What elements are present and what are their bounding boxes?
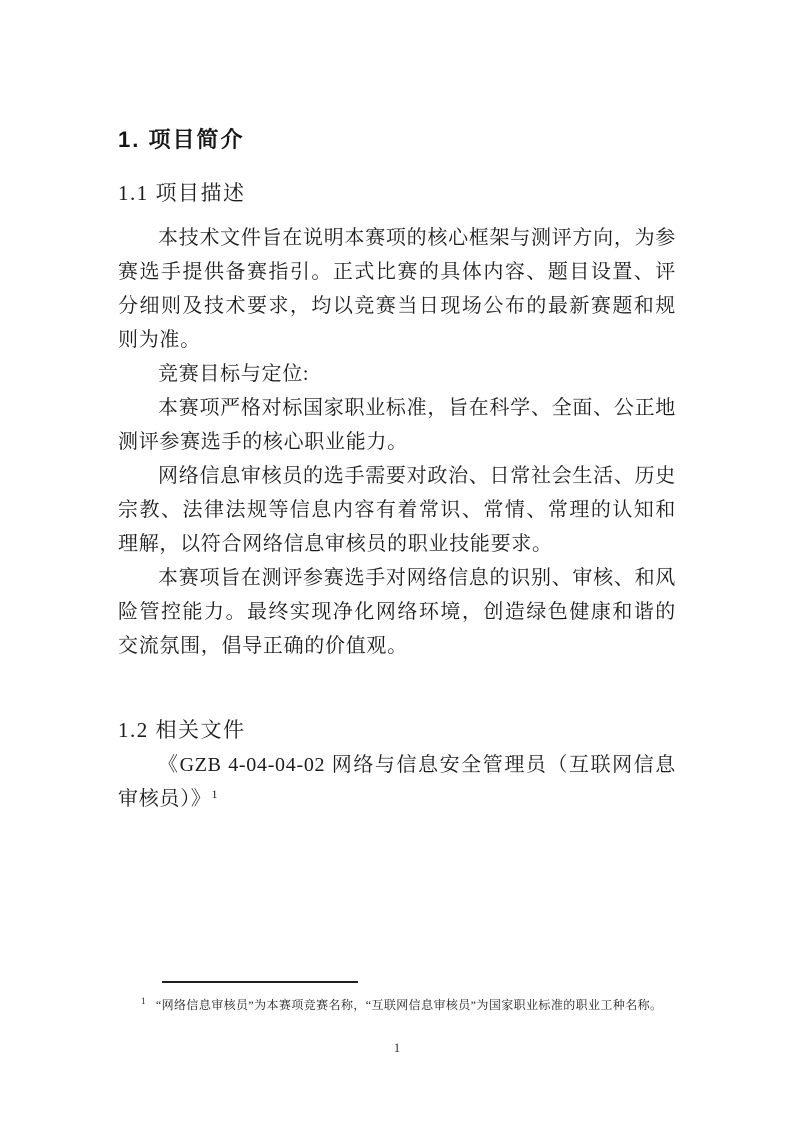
footnote-marker: 1 bbox=[141, 995, 146, 1006]
paragraph-project-description: 本技术文件旨在说明本赛项的核心框架与测评方向，为参赛选手提供备赛指引。正式比赛的具体内容、题目设置、评分细则及技术要求，均以竞赛当日现场公布的最新赛题和规则为准。 bbox=[118, 227, 676, 351]
paragraph-goal-heading: 竞赛目标与定位: bbox=[158, 363, 310, 385]
paragraph-goal-standard: 本赛项严格对标国家职业标准，旨在科学、全面、公正地测评参赛选手的核心职业能力。 bbox=[118, 397, 676, 453]
footnote-separator-line bbox=[162, 981, 358, 983]
footnote-reference-marker: 1 bbox=[211, 787, 218, 802]
subsection-title-1-2: 1.2 相关文件 bbox=[118, 718, 246, 742]
reference-paragraph bbox=[118, 748, 676, 816]
paragraph-assessment-scope: 本赛项旨在测评参赛选手对网络信息的识别、审核、和风险管控能力。最终实现净化网络环境，创造绿色健康和谐的交流氛围，倡导正确的价值观。 bbox=[118, 567, 676, 657]
subsection-title-1-1: 1.1 项目描述 bbox=[118, 181, 246, 205]
paragraph-skill-requirements: 网络信息审核员的选手需要对政治、日常社会生活、历史宗教、法律法规等信息内容有着常识、常情、常理的认知和理解，以符合网络信息审核员的职业技能要求。 bbox=[118, 465, 676, 555]
section-title: 1. 项目简介 bbox=[118, 127, 245, 152]
footnote bbox=[141, 996, 761, 1015]
subsection-1-2-body bbox=[118, 748, 676, 816]
reference-text: 《GZB 4-04-04-02 网络与信息安全管理员（互联网信息审核员）》 bbox=[118, 754, 676, 810]
page-number: 1 bbox=[393, 1040, 401, 1055]
footnote-text: “网络信息审核员”为本赛项竞赛名称，“互联网信息审核员”为国家职业标准的职业工种名称。 bbox=[155, 998, 663, 1012]
subsection-1-1-body bbox=[118, 221, 676, 663]
